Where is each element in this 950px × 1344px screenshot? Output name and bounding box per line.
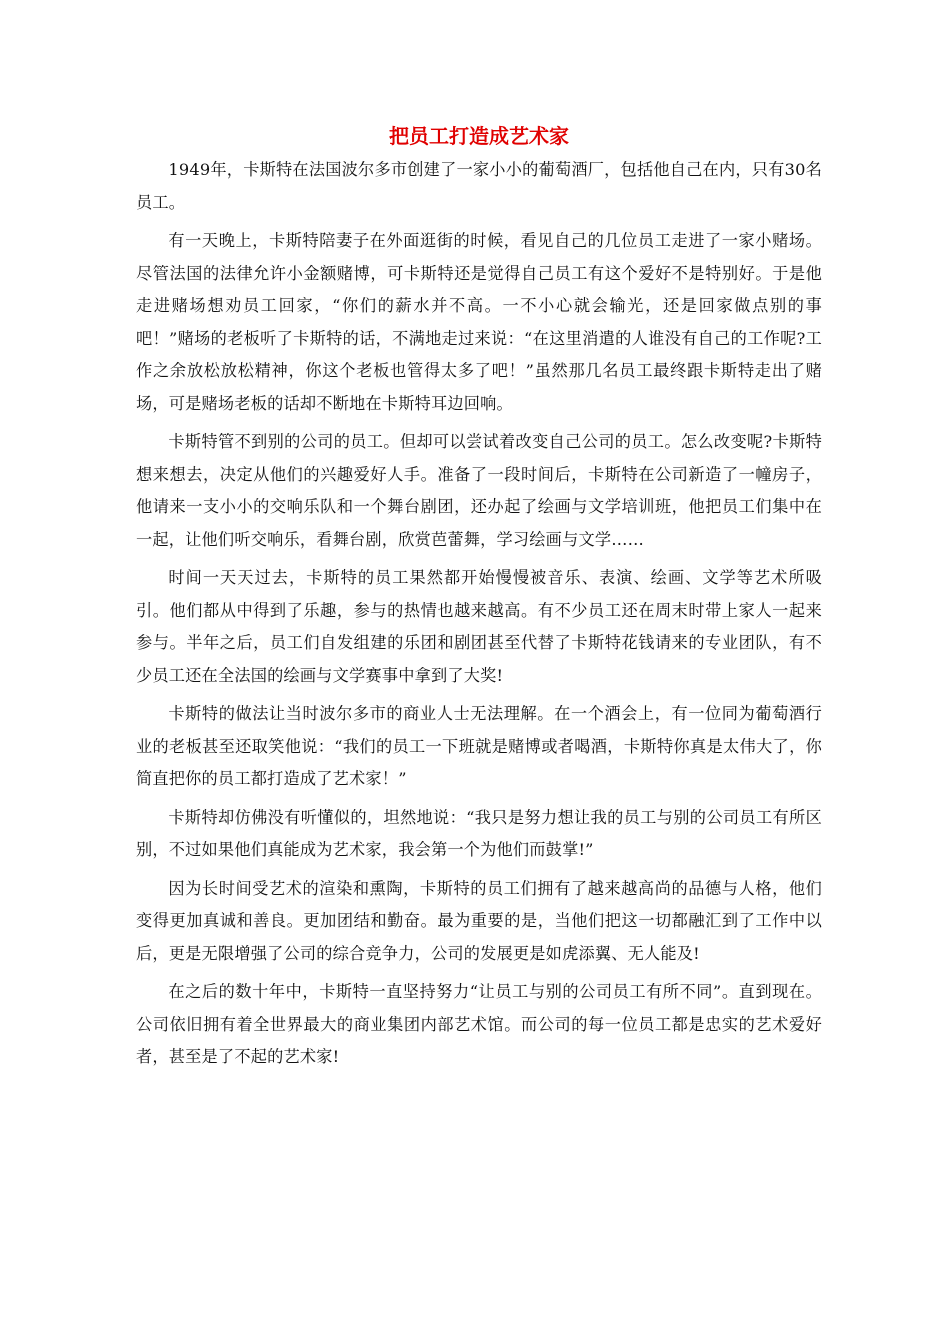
paragraph-8: 在之后的数十年中，卡斯特一直坚持努力“让员工与别的公司员工有所不同”。直到现在。公司依旧拥有着全世界最大的商业集团内部艺术馆。而公司的每一位员工都是忠实的艺术爱好者，甚至是了不起的艺术家! (136, 982, 822, 1066)
paragraph-7: 因为长时间受艺术的渲染和熏陶，卡斯特的员工们拥有了越来越高尚的品德与人格，他们变得更加真诚和善良。更加团结和勤奋。最为重要的是，当他们把这一切都融汇到了工作中以后，更是无限增强了公司的综合竞争力，公司的发展更是如虎添翼、无人能及! (136, 878, 822, 963)
paragraph-5: 卡斯特的做法让当时波尔多市的商业人士无法理解。在一个酒会上，有一位同为葡萄酒行业的老板甚至还取笑他说：“我们的员工一下班就是赌博或者喝酒，卡斯特你真是太伟大了，你简直把你的员工都打造成了艺术家！” (136, 704, 822, 788)
paragraph-1: 1949年，卡斯特在法国波尔多市创建了一家小小的葡萄酒厂，包括他自己在内，只有30名员工。 (136, 160, 822, 212)
document-title: 把员工打造成艺术家 (389, 124, 569, 148)
paragraph-6: 卡斯特却仿佛没有听懂似的，坦然地说：“我只是努力想让我的员工与别的公司员工有所区别，不过如果他们真能成为艺术家，我会第一个为他们而鼓掌!” (136, 807, 822, 859)
paragraph-3: 卡斯特管不到别的公司的员工。但却可以尝试着改变自己公司的员工。怎么改变呢?卡斯特想来想去，决定从他们的兴趣爱好人手。准备了一段时间后，卡斯特在公司新造了一幢房子，他请来一支小小的交响乐队和一个舞台剧团，还办起了绘画与文学培训班，他把员工们集中在一起，让他们听交响乐，看舞台剧，欣赏芭蕾舞，学习绘画与文学…… (136, 432, 822, 549)
paragraph-4: 时间一天天过去，卡斯特的员工果然都开始慢慢被音乐、表演、绘画、文学等艺术所吸引。他们都从中得到了乐趣，参与的热情也越来越高。有不少员工还在周末时带上家人一起来参与。半年之后，员工们自发组建的乐团和剧团甚至代替了卡斯特花钱请来的专业团队，有不少员工还在全法国的绘画与文学赛事中拿到了大奖! (136, 568, 822, 685)
document-page (136, 118, 822, 1080)
paragraph-2: 有一天晚上，卡斯特陪妻子在外面逛街的时候，看见自己的几位员工走进了一家小赌场。尽管法国的法律允许小金额赌博，可卡斯特还是觉得自己员工有这个爱好不是特别好。于是他走进赌场想劝员工回家，“你们的薪水并不高。一不小心就会输光，还是回家做点别的事吧！”赌场的老板听了卡斯特的话，不满地走过来说：“在这里消遣的人谁没有自己的工作呢?工作之余放松放松精神，你这个老板也管得太多了吧！”虽然那几名员工最终跟卡斯特走出了赌场，可是赌场老板的话却不断地在卡斯特耳边回响。 (136, 231, 822, 413)
